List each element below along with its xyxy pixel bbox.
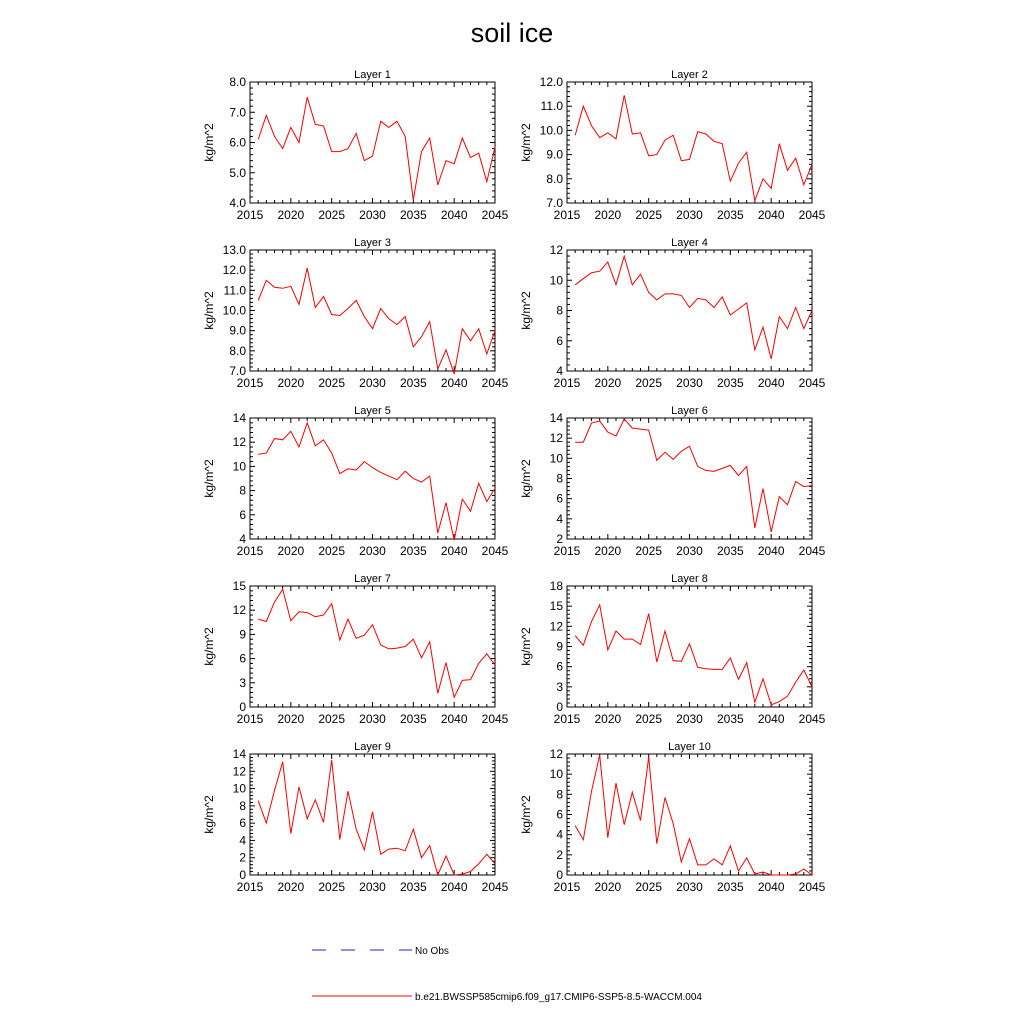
x-tick-label: 2025 bbox=[635, 544, 663, 558]
x-tick-label: 2035 bbox=[399, 544, 427, 558]
y-tick-label: 7.0 bbox=[229, 364, 246, 378]
y-tick-label: 15 bbox=[549, 599, 563, 614]
x-tick-label: 2020 bbox=[594, 376, 622, 390]
x-tick-label: 2030 bbox=[359, 712, 386, 726]
y-tick-label: 10 bbox=[232, 781, 246, 796]
x-tick-label: 2015 bbox=[553, 208, 581, 222]
y-tick-label: 14 bbox=[232, 411, 246, 425]
x-tick-label: 2015 bbox=[553, 376, 581, 390]
legend-obs-label: No Obs bbox=[415, 946, 449, 957]
panel-layer-7 bbox=[202, 573, 509, 726]
series-line bbox=[575, 256, 812, 359]
x-tick-label: 2030 bbox=[359, 880, 386, 894]
y-tick-label: 9 bbox=[556, 639, 563, 654]
y-tick-label: 5.0 bbox=[229, 165, 246, 180]
y-tick-label: 3 bbox=[239, 675, 246, 690]
x-tick-label: 2045 bbox=[798, 544, 826, 558]
plot-frame bbox=[567, 418, 812, 539]
series-line bbox=[575, 95, 812, 200]
y-axis-label: kg/m^2 bbox=[202, 459, 216, 498]
y-axis-label: kg/m^2 bbox=[519, 795, 533, 834]
x-tick-label: 2030 bbox=[676, 376, 703, 390]
y-tick-label: 0 bbox=[239, 868, 246, 882]
x-tick-label: 2015 bbox=[236, 376, 264, 390]
y-tick-label: 4.0 bbox=[229, 196, 246, 210]
series-line bbox=[575, 755, 812, 875]
y-tick-label: 4 bbox=[556, 364, 563, 378]
series-line bbox=[258, 760, 495, 875]
x-tick-label: 2020 bbox=[277, 376, 305, 390]
panel-title: Layer 5 bbox=[354, 405, 391, 417]
x-tick-label: 2015 bbox=[553, 712, 581, 726]
y-tick-label: 6 bbox=[556, 333, 563, 348]
x-tick-label: 2035 bbox=[716, 208, 744, 222]
y-tick-label: 10 bbox=[549, 767, 563, 782]
x-tick-label: 2040 bbox=[440, 880, 468, 894]
panel-title: Layer 7 bbox=[354, 573, 391, 585]
y-tick-label: 8 bbox=[556, 787, 563, 802]
panel-layer-9 bbox=[202, 741, 509, 894]
x-tick-label: 2040 bbox=[757, 544, 785, 558]
x-tick-label: 2035 bbox=[716, 544, 744, 558]
y-tick-label: 6 bbox=[556, 491, 563, 506]
panel-title: Layer 10 bbox=[668, 741, 711, 753]
series-line bbox=[575, 419, 812, 532]
x-tick-label: 2015 bbox=[553, 880, 581, 894]
panel-layer-2 bbox=[519, 69, 826, 222]
y-tick-label: 4 bbox=[239, 833, 246, 848]
plot-frame bbox=[567, 586, 812, 707]
x-tick-label: 2040 bbox=[440, 544, 468, 558]
x-tick-label: 2025 bbox=[635, 712, 663, 726]
y-tick-label: 14 bbox=[549, 411, 563, 425]
y-tick-label: 4 bbox=[556, 511, 563, 526]
y-tick-label: 11.0 bbox=[223, 283, 246, 298]
x-tick-label: 2045 bbox=[481, 880, 509, 894]
panels-group bbox=[202, 69, 826, 894]
legend-model-label: b.e21.BWSSP585cmip6.f09_g17.CMIP6-SSP5-8.5-WACCM.004 bbox=[415, 992, 702, 1003]
y-tick-label: 2 bbox=[239, 850, 246, 865]
x-tick-label: 2015 bbox=[236, 880, 264, 894]
x-tick-label: 2040 bbox=[757, 376, 785, 390]
x-tick-label: 2040 bbox=[757, 712, 785, 726]
panel-layer-4 bbox=[519, 237, 826, 390]
x-tick-label: 2035 bbox=[399, 880, 427, 894]
y-axis-label: kg/m^2 bbox=[202, 627, 216, 666]
plot-frame bbox=[250, 82, 495, 203]
y-tick-label: 12.0 bbox=[222, 263, 246, 278]
x-tick-label: 2025 bbox=[318, 544, 346, 558]
panel-title: Layer 4 bbox=[671, 237, 708, 249]
x-tick-label: 2045 bbox=[481, 712, 509, 726]
y-tick-label: 11.0 bbox=[540, 99, 563, 114]
y-tick-label: 8.0 bbox=[229, 343, 246, 358]
y-tick-label: 12 bbox=[549, 747, 563, 761]
panel-layer-3 bbox=[202, 237, 509, 390]
x-tick-label: 2025 bbox=[318, 376, 346, 390]
y-tick-label: 10.0 bbox=[539, 123, 563, 138]
x-tick-label: 2040 bbox=[440, 712, 468, 726]
y-axis-label: kg/m^2 bbox=[519, 291, 533, 330]
x-tick-label: 2030 bbox=[676, 208, 703, 222]
x-tick-label: 2045 bbox=[798, 208, 826, 222]
y-tick-label: 12 bbox=[549, 243, 563, 257]
x-tick-label: 2020 bbox=[594, 544, 622, 558]
y-axis-label: kg/m^2 bbox=[202, 795, 216, 834]
x-tick-label: 2025 bbox=[318, 208, 346, 222]
y-axis-label: kg/m^2 bbox=[519, 123, 533, 162]
plot-frame bbox=[567, 754, 812, 875]
y-tick-label: 9.0 bbox=[229, 323, 246, 338]
y-tick-label: 3 bbox=[556, 679, 563, 694]
x-tick-label: 2020 bbox=[594, 208, 622, 222]
series-line bbox=[575, 605, 812, 705]
y-tick-label: 8 bbox=[556, 471, 563, 486]
panel-title: Layer 8 bbox=[671, 573, 708, 585]
series-line bbox=[258, 589, 495, 697]
y-tick-label: 0 bbox=[239, 700, 246, 714]
x-tick-label: 2030 bbox=[676, 544, 703, 558]
y-tick-label: 7.0 bbox=[229, 105, 246, 120]
x-tick-label: 2015 bbox=[236, 208, 264, 222]
y-tick-label: 12 bbox=[232, 764, 246, 779]
x-tick-label: 2045 bbox=[481, 208, 509, 222]
x-tick-label: 2040 bbox=[440, 208, 468, 222]
x-tick-label: 2030 bbox=[359, 376, 386, 390]
x-tick-label: 2040 bbox=[757, 880, 785, 894]
y-tick-label: 2 bbox=[556, 532, 563, 546]
y-tick-label: 2 bbox=[556, 847, 563, 862]
panel-layer-6 bbox=[519, 405, 826, 558]
x-tick-label: 2020 bbox=[594, 880, 622, 894]
y-tick-label: 8 bbox=[239, 483, 246, 498]
y-axis-label: kg/m^2 bbox=[202, 291, 216, 330]
y-tick-label: 10 bbox=[549, 451, 563, 466]
y-tick-label: 12 bbox=[549, 431, 563, 446]
y-tick-label: 14 bbox=[232, 747, 246, 761]
series-line bbox=[258, 268, 495, 374]
y-tick-label: 0 bbox=[556, 868, 563, 882]
y-tick-label: 8 bbox=[239, 798, 246, 813]
y-tick-label: 12.0 bbox=[539, 75, 563, 89]
x-tick-label: 2020 bbox=[277, 208, 305, 222]
plot-frame bbox=[567, 250, 812, 371]
x-tick-label: 2025 bbox=[635, 208, 663, 222]
y-tick-label: 13.0 bbox=[222, 243, 246, 257]
x-tick-label: 2025 bbox=[635, 376, 663, 390]
y-tick-label: 9 bbox=[239, 627, 246, 642]
y-tick-label: 12 bbox=[232, 603, 246, 618]
figure-title: soil ice bbox=[470, 18, 554, 48]
y-tick-label: 6 bbox=[239, 651, 246, 666]
x-tick-label: 2020 bbox=[594, 712, 622, 726]
x-tick-label: 2040 bbox=[440, 376, 468, 390]
y-tick-label: 6 bbox=[239, 816, 246, 831]
x-tick-label: 2045 bbox=[798, 376, 826, 390]
y-tick-label: 12 bbox=[549, 619, 563, 634]
y-tick-label: 6 bbox=[556, 807, 563, 822]
y-tick-label: 0 bbox=[556, 700, 563, 714]
x-tick-label: 2020 bbox=[277, 712, 305, 726]
y-tick-label: 6.0 bbox=[229, 135, 246, 150]
panel-title: Layer 3 bbox=[354, 237, 391, 249]
y-axis-label: kg/m^2 bbox=[519, 627, 533, 666]
y-tick-label: 10.0 bbox=[222, 303, 246, 318]
x-tick-label: 2035 bbox=[399, 376, 427, 390]
panel-title: Layer 9 bbox=[354, 741, 391, 753]
x-tick-label: 2025 bbox=[318, 880, 346, 894]
x-tick-label: 2025 bbox=[635, 880, 663, 894]
panel-layer-1 bbox=[202, 69, 509, 222]
x-tick-label: 2020 bbox=[277, 544, 305, 558]
panel-title: Layer 1 bbox=[354, 69, 391, 81]
x-tick-label: 2030 bbox=[359, 208, 386, 222]
x-tick-label: 2045 bbox=[798, 712, 826, 726]
x-tick-label: 2045 bbox=[481, 376, 509, 390]
x-tick-label: 2035 bbox=[716, 880, 744, 894]
x-tick-label: 2030 bbox=[359, 544, 386, 558]
y-tick-label: 15 bbox=[232, 579, 246, 593]
panel-title: Layer 6 bbox=[671, 405, 708, 417]
plot-frame bbox=[567, 82, 812, 203]
y-tick-label: 6 bbox=[239, 507, 246, 522]
y-tick-label: 8.0 bbox=[546, 171, 563, 186]
x-tick-label: 2030 bbox=[676, 880, 703, 894]
y-tick-label: 8.0 bbox=[229, 75, 246, 89]
y-tick-label: 4 bbox=[556, 827, 563, 842]
x-tick-label: 2035 bbox=[399, 712, 427, 726]
panel-layer-8 bbox=[519, 573, 826, 726]
series-line bbox=[258, 423, 495, 540]
x-tick-label: 2015 bbox=[553, 544, 581, 558]
legend bbox=[312, 946, 702, 1003]
y-tick-label: 10 bbox=[232, 459, 246, 474]
x-tick-label: 2030 bbox=[676, 712, 703, 726]
x-tick-label: 2035 bbox=[399, 208, 427, 222]
x-tick-label: 2020 bbox=[277, 880, 305, 894]
x-tick-label: 2045 bbox=[481, 544, 509, 558]
x-tick-label: 2015 bbox=[236, 712, 264, 726]
y-tick-label: 18 bbox=[549, 579, 563, 593]
x-tick-label: 2035 bbox=[716, 712, 744, 726]
y-tick-label: 8 bbox=[556, 303, 563, 318]
panel-title: Layer 2 bbox=[671, 69, 708, 81]
series-line bbox=[258, 97, 495, 200]
y-axis-label: kg/m^2 bbox=[519, 459, 533, 498]
y-axis-label: kg/m^2 bbox=[202, 123, 216, 162]
x-tick-label: 2025 bbox=[318, 712, 346, 726]
y-tick-label: 6 bbox=[556, 659, 563, 674]
y-tick-label: 10 bbox=[549, 273, 563, 288]
panel-layer-10 bbox=[519, 741, 826, 894]
x-tick-label: 2040 bbox=[757, 208, 785, 222]
y-tick-label: 4 bbox=[239, 532, 246, 546]
panel-layer-5 bbox=[202, 405, 509, 558]
x-tick-label: 2045 bbox=[798, 880, 826, 894]
y-tick-label: 7.0 bbox=[546, 196, 563, 210]
x-tick-label: 2035 bbox=[716, 376, 744, 390]
y-tick-label: 9.0 bbox=[546, 147, 563, 162]
x-tick-label: 2015 bbox=[236, 544, 264, 558]
y-tick-label: 12 bbox=[232, 435, 246, 450]
